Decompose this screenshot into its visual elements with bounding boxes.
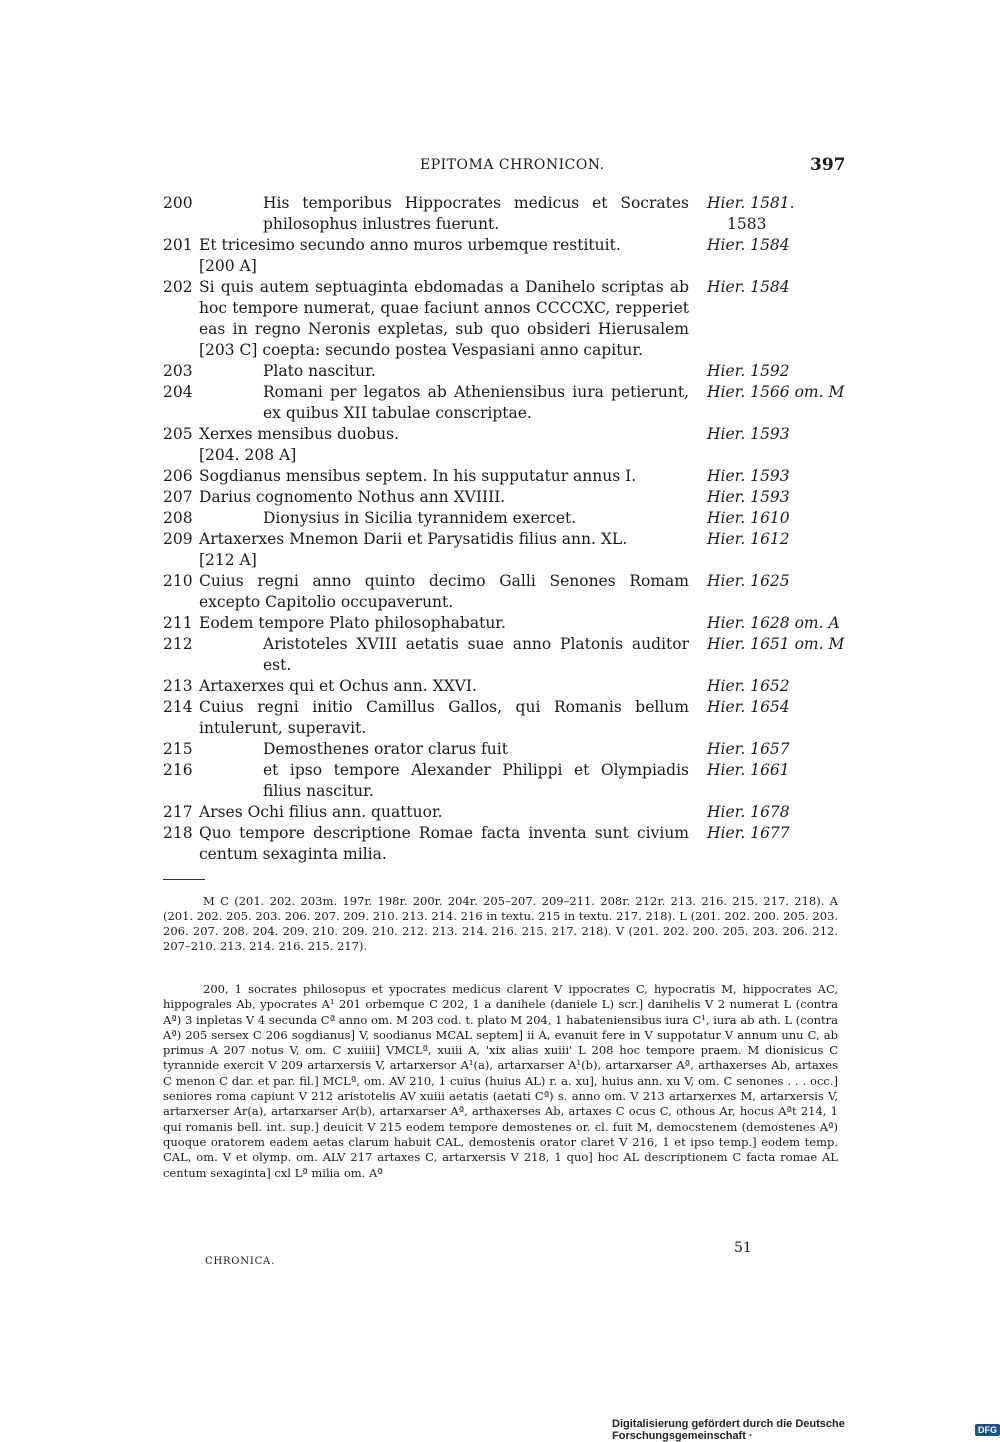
entry-note: [200 A] — [199, 257, 257, 275]
entry-source — [689, 361, 859, 382]
entry-text — [199, 424, 689, 466]
entry-body: Quo tempore descriptione Romae facta inventa sunt civium centum sexaginta milia. — [199, 824, 689, 863]
source-ref-cont: 1583 — [727, 215, 767, 233]
entry-row — [163, 802, 843, 823]
source-ref: Hier. 1657 — [707, 740, 790, 758]
entry-number: 202 — [163, 278, 193, 296]
entry-source — [689, 382, 859, 424]
entry-text — [199, 802, 689, 823]
entry-body: Arses Ochi filius ann. quattuor. — [199, 803, 443, 821]
entry-body: Demosthenes orator clarus fuit — [263, 740, 508, 758]
entry-body: Si quis autem septuaginta ebdomadas a Danihelo scriptas ab hoc tempore numerat, quae faciunt annos CCCCXC, repperiet eas in regno Neronis expletas, sub quo obsideri Hierusalem [203 C] coepta: secundo postea Vespasiani anno capitur. — [199, 278, 689, 359]
entry-row — [163, 529, 843, 571]
running-title: EPITOMA CHRONICON. — [420, 157, 605, 173]
entry-number: 217 — [163, 803, 193, 821]
entry-body: Plato nascitur. — [263, 362, 376, 380]
entry-row — [163, 466, 843, 487]
entry-source — [689, 676, 859, 697]
source-ref: Hier. 1652 — [707, 677, 790, 695]
entry-note: [212 A] — [199, 551, 257, 569]
entry-body: Xerxes mensibus duobus. — [199, 425, 399, 443]
entry-source — [689, 193, 859, 235]
dfg-logo: DFG — [975, 1424, 1000, 1436]
entry-row — [163, 697, 843, 739]
sheet-number: 51 — [734, 1240, 752, 1256]
manuscript-sigla: M C (201. 202. 203m. 197r. 198r. 200r. 204r. 205–207. 209–211. 208r. 212r. 213. 216. 215. 217. 218). A (201. 202. 205. 203. 206. 207. 209. 210. 213. 214. 216 in textu. 215 in textu. 217. 218). L (201. 202. 200. 205. 203. 206. 207. 208. 204. 209. 210. 209. 210. 212. 213. 214. 216. 215. 217. 218). V (201. 202. 200. 205. 203. 206. 212. 207–210. 213. 214. 216. 215. 217). — [163, 894, 838, 953]
entry-source — [689, 277, 859, 361]
entry-row — [163, 634, 843, 676]
entry-row — [163, 361, 843, 382]
entry-source — [689, 739, 859, 760]
entry-text — [199, 634, 689, 676]
entry-source — [689, 760, 859, 802]
entry-text — [199, 193, 689, 235]
entry-row — [163, 571, 843, 613]
entry-body: Aristoteles XVIII aetatis suae anno Platonis auditor est. — [263, 635, 689, 674]
source-ref: Hier. 1593 — [707, 425, 790, 443]
entry-source — [689, 487, 859, 508]
entry-body: Sogdianus mensibus septem. In his supputatur annus I. — [199, 467, 637, 485]
entry-number: 207 — [163, 488, 193, 506]
entry-body: His temporibus Hippocrates medicus et Socrates philosophus inlustres fuerunt. — [263, 194, 689, 233]
source-ref: Hier. 1677 — [707, 824, 790, 842]
source-ref: Hier. 1593 — [707, 467, 790, 485]
entry-body: Dionysius in Sicilia tyrannidem exercet. — [263, 509, 577, 527]
entry-row — [163, 676, 843, 697]
source-ref: Hier. 1661 — [707, 761, 790, 779]
entry-text — [199, 697, 689, 739]
entry-number: 208 — [163, 509, 193, 527]
entry-source — [689, 823, 859, 865]
critical-apparatus: 200, 1 socrates philosopus et ypocrates medicus clarent V ippocrates C, hypocratis M, hippocrates AC, hippograles Ab, ypocrates A¹ 201 orbemque C 202, 1 a danihele (daniele L) scr.] danihelis V 2 numerat L (contra Aª) 3 inpletas V 4 secunda Cª anno om. M 203 cod. t. plato M 204, 1 habateniensibus iura C¹, iura ab ath. L (contra Aª) 205 sersex C 206 sogdianus] V, soodianus MCAL septem] ii A, evanuit fere in V suppotatur V annum unu C, ab primus A 207 notus V, om. C xuiiii] VMCLª, xuiii A, 'xix alias xuiii' L 208 hoc tempore praem. M dionisicus C tyrannide exercit V 209 artarxersis V, artarxersor A¹(a), artarxarser A¹(b), artarxarser Aª, arthaxerses Ab, artaxes C menon C dar. et par. fil.] MCLª, om. AV 210, 1 cuius (huius AL) r. a. xu], huius ann. xu V, om. C senones . . . occ.] seniores roma capiunt V 212 aristotelis AV xuiii aetatis (aetati Cª) s. anno om. V 213 artarxerxes M, artarxersis V, artarxerser Ar(a), artarxarser Ar(b), artarxarser Aª, arthaxerses Ab, artaxes C ocus C, othous Ar, hocus Aªt 214, 1 qui romanis bell. int. sup.] deuicit V 215 eodem tempore demostenes or. cl. fuit M, democstenem (demostenes Aª) quoque oratorem eadem aetas clarum habuit CAL, demostenis orator claret V 216, 1 et ipso temp.] eodem temp. CAL, om. V et olymp. om. ALV 217 artaxes C, artarxersis V 218, 1 quo] hoc AL descriptionem C facta romae AL centum sexaginta] cxl Lª milia om. Aª — [163, 982, 838, 1180]
source-note: om. M — [794, 383, 845, 401]
entry-row — [163, 424, 843, 466]
entry-source — [689, 571, 859, 613]
entry-row — [163, 193, 843, 235]
source-ref: Hier. 1654 — [707, 698, 790, 716]
source-ref: Hier. 1584 — [707, 278, 790, 296]
entry-body: Artaxerxes qui et Ochus ann. XXVI. — [199, 677, 477, 695]
entry-text — [199, 277, 689, 361]
entry-text — [199, 613, 689, 634]
entry-text — [199, 361, 689, 382]
entry-row — [163, 487, 843, 508]
signature-mark: CHRONICA. — [205, 1256, 276, 1267]
entry-source — [689, 529, 859, 571]
source-ref: Hier. 1593 — [707, 488, 790, 506]
entry-source — [689, 508, 859, 529]
entry-source — [689, 466, 859, 487]
entry-row — [163, 235, 843, 277]
source-ref: Hier. 1678 — [707, 803, 790, 821]
source-ref: Hier. 1581. — [707, 194, 795, 212]
entry-number: 201 — [163, 236, 193, 254]
entry-text — [199, 760, 689, 802]
entry-number: 204 — [163, 383, 193, 401]
entry-body: Romani per legatos ab Atheniensibus iura petierunt, ex quibus XII tabulae conscriptae. — [263, 383, 689, 422]
entry-text — [199, 466, 689, 487]
entry-source — [689, 697, 859, 739]
entry-body: et ipso tempore Alexander Philippi et Olympiadis filius nascitur. — [263, 761, 689, 800]
dfg-credit-text: Digitalisierung gefördert durch die Deutsche Forschungsgemeinschaft · — [612, 1418, 845, 1442]
entry-number: 205 — [163, 425, 193, 443]
entry-row — [163, 277, 843, 361]
entry-text — [199, 739, 689, 760]
entry-number: 215 — [163, 740, 193, 758]
entry-text — [199, 823, 689, 865]
source-ref: Hier. 1610 — [707, 509, 790, 527]
entry-row — [163, 823, 843, 865]
entry-row — [163, 382, 843, 424]
entry-number: 200 — [163, 194, 193, 212]
source-ref: Hier. 1566 — [707, 383, 790, 401]
entry-body: Cuius regni anno quinto decimo Galli Senones Romam excepto Capitolio occupaverunt. — [199, 572, 689, 611]
entry-note: [204. 208 A] — [199, 446, 297, 464]
entry-source — [689, 802, 859, 823]
entry-number: 214 — [163, 698, 193, 716]
source-ref: Hier. 1592 — [707, 362, 790, 380]
entry-source — [689, 235, 859, 277]
entry-number: 210 — [163, 572, 193, 590]
entry-body: Cuius regni initio Camillus Gallos, qui Romanis bellum intulerunt, superavit. — [199, 698, 689, 737]
entry-number: 211 — [163, 614, 193, 632]
entry-row — [163, 739, 843, 760]
entry-source — [689, 634, 859, 676]
entry-text — [199, 571, 689, 613]
entry-row — [163, 508, 843, 529]
entry-text — [199, 676, 689, 697]
source-ref: Hier. 1625 — [707, 572, 790, 590]
source-ref: Hier. 1584 — [707, 236, 790, 254]
entry-text — [199, 235, 689, 277]
entry-body: Artaxerxes Mnemon Darii et Parysatidis filius ann. XL. — [199, 530, 628, 548]
dfg-credit — [612, 1418, 1000, 1442]
entry-row — [163, 613, 843, 634]
entry-number: 213 — [163, 677, 193, 695]
chronicle-entries — [163, 193, 843, 865]
source-ref: Hier. 1628 — [707, 614, 790, 632]
entry-number: 203 — [163, 362, 193, 380]
entry-body: Darius cognomento Nothus ann XVIIII. — [199, 488, 506, 506]
source-note: om. A — [794, 614, 840, 632]
entry-number: 206 — [163, 467, 193, 485]
entry-number: 209 — [163, 530, 193, 548]
entry-text — [199, 508, 689, 529]
entry-number: 218 — [163, 824, 193, 842]
source-ref: Hier. 1651 — [707, 635, 790, 653]
entry-body: Eodem tempore Plato philosophabatur. — [199, 614, 506, 632]
entry-source — [689, 613, 859, 634]
entry-text — [199, 529, 689, 571]
entry-number: 212 — [163, 635, 193, 653]
footnote-rule — [163, 879, 205, 880]
entry-body: Et tricesimo secundo anno muros urbemque restituit. — [199, 236, 621, 254]
entry-text — [199, 487, 689, 508]
entry-number: 216 — [163, 761, 193, 779]
entry-source — [689, 424, 859, 466]
source-note: om. M — [794, 635, 845, 653]
entry-text — [199, 382, 689, 424]
entry-row — [163, 760, 843, 802]
source-ref: Hier. 1612 — [707, 530, 790, 548]
page-number: 397 — [810, 155, 846, 175]
